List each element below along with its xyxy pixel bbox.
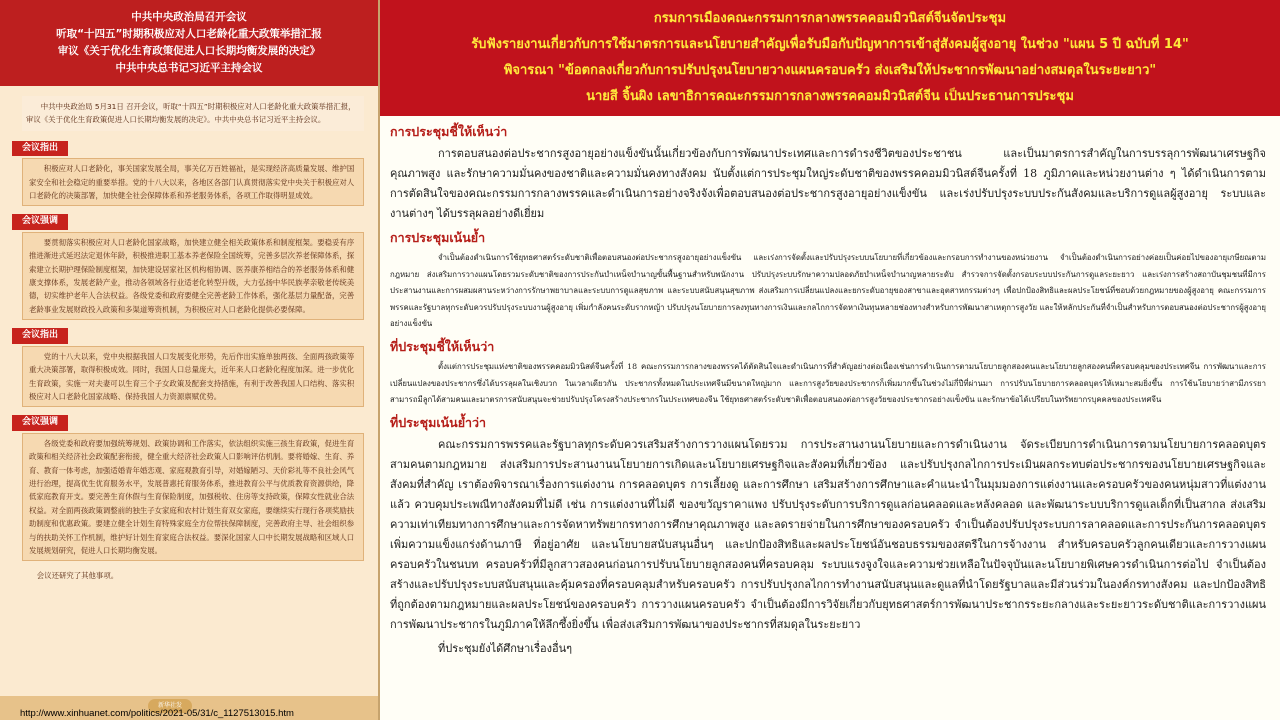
chinese-header-line-1: 中共中央政治局召开会议: [131, 11, 247, 23]
section-box: [22, 158, 364, 206]
section-tag: 会议指出: [12, 328, 68, 343]
section-tag: 会议强调: [12, 415, 68, 430]
thai-section-heading-2: การประชุมเน้นย้ำ: [390, 230, 486, 245]
thai-section-heading-4: ที่ประชุมเน้นย้ำว่า: [390, 414, 487, 430]
thai-closing: ที่ประชุมยังได้ศึกษาเรื่องอื่นๆ: [438, 641, 573, 655]
chinese-section-1: [22, 139, 364, 207]
section-box: [22, 346, 364, 408]
thai-header-line-4: นายสี จิ้นผิง เลขาธิการคณะกรรมการกลางพรรคคอมมิวนิสต์จีน เป็นประธานการประชุม: [586, 89, 1074, 104]
section-text: 要贯彻落实积极应对人口老龄化国家战略，加快建立健全相关政策体系和制度框架。要稳妥有序推进渐进式延迟法定退休年龄，积极推进职工基本养老保险全国统筹，完善多层次养老保障体系，探索建立长期护理保险制度框架，加快建设居家社区机构相协调、医养康养相结合的养老服务体系和健康支撑体系，发展老龄产业，推动各领域各行业适老化转型升级，大力弘扬中华民族孝亲敬老传统美德，切实维护老年人合法权益。各级党委和政府要健全完善老龄工作体系，强化基层力量配备，完善老龄事业发展财政投入政策和多渠道筹资机制，为积极应对人口老龄化提供必要保障。: [29, 237, 355, 314]
thai-section-text-3: ตั้งแต่การประชุมแห่งชาติของพรรคคอมมิวนิสต์จีนครั้งที่ 18 คณะกรรมการกลางของพรรคได้ตัดสินใจและดำเนินการที่สำคัญอย่างต่อเนื่องเช่นการดำเนินการตามนโยบายลูกสองคนและนโยบายลูกสองคนที่ครอบคลุมของประเทศจีน การพัฒนาและการเปลี่ยนแปลงของประชากรซึ่งได้บรรลุผลในเชิงบวก ในเวลาเดียวกัน ประชากรทั้งหมดในประเทศจีนมีขนาดใหญ่มาก และการสูงวัยของประชากรก็เพิ่มมากขึ้นในช่วงไม่กี่ปีที่ผ่านมา การปรับนโยบายการคลอดบุตรให้เหมาะสมยิ่งขึ้น การใช้นโยบายว่าสามีภรรยาสามารถมีลูกได้สามคนและมาตรการสนับสนุนจะช่วยปรับปรุงโครงสร้างประชากรในประเทศของจีน ใช้ยุทธศาสตร์ระดับชาติเพื่อตอบสนองต่อการสูงวัยของประชากรอย่างแข็งขัน และรักษาข้อได้เปรียบในทรัพยากรบุคคลของประเทศจีน: [390, 361, 1266, 405]
chinese-section-4: [22, 413, 364, 561]
thai-panel: [380, 0, 1280, 720]
section-text: 党的十八大以来，党中央根据我国人口发展变化形势，先后作出实施单独两孩、全面两孩政策等重大决策部署，取得积极成效。同时，我国人口总量庞大，近年来人口老龄化程度加深。进一步优化生育政策，实施一对夫妻可以生育三个子女政策及配套支持措施，有利于改善我国人口结构、落实积极应对人口老龄化国家战略、保持我国人力资源禀赋优势。: [29, 351, 355, 401]
thai-section-heading-1: การประชุมชี้ให้เห็นว่า: [390, 124, 508, 139]
chinese-header-line-2: 听取“十四五”时期积极应对人口老龄化重大政策举措汇报: [56, 28, 322, 40]
chinese-panel: [0, 0, 380, 720]
section-text: 各级党委和政府要加强统筹规划、政策协调和工作落实，依法组织实施三孩生育政策，促进生育政策和相关经济社会政策配套衔接，健全重大经济社会政策人口影响评估机制。要将婚嫁、生育、养育、教育一体考虑，加强适婚青年婚恋观、家庭观教育引导，对婚嫁陋习、天价彩礼等不良社会风气进行治理，提高优生优育服务水平，发展普惠托育服务体系，推进教育公平与优质教育资源供给，降低家庭教育开支。要完善生育休假与生育保险制度，加强税收、住房等支持政策，保障女性就业合法权益。对全面两孩政策调整前的独生子女家庭和农村计划生育双女家庭，要继续实行现行各项奖励扶助制度和优惠政策。要建立健全计划生育特殊家庭全方位帮扶保障制度，完善政府主导、社会组织参与的扶助关怀工作机制，维护好计划生育家庭合法权益。要深化国家人口中长期发展战略和区域人口发展规划研究，促进人口长期均衡发展。: [29, 438, 355, 555]
thai-body: [380, 116, 1280, 659]
chinese-body: [0, 86, 378, 583]
section-tag: 会议强调: [12, 214, 68, 229]
source-url-link[interactable]: http://www.xinhuanet.com/politics/2021-05/31/c_1127513015.htm: [20, 708, 294, 719]
section-box: [22, 433, 364, 562]
thai-section-text-1: การตอบสนองต่อประชากรสูงอายุอย่างแข็งขันนั้นเกี่ยวข้องกับการพัฒนาประเทศและการดำรงชีวิตของประชาชน และเป็นมาตรการสำคัญในการบรรลุการพัฒนาเศรษฐกิจคุณภาพสูง และรักษาความมั่นคงของชาติและความมั่นคงทางสังคม นับตั้งแต่การประชุมใหญ่ระดับชาติของพรรคคอมมิวนิสต์จีนครั้งที่ 18 ภูมิภาคและหน่วยงานต่าง ๆ ได้ดำเนินการตามการตัดสินใจของคณะกรรมการกลางพรรคและดำเนินการอย่างจริงจังเพื่อตอบสนองต่อประชากรสูงอายุอย่างแข็งขัน และเร่งปรับปรุงระบบประกันสังคมและบริการดูแลผู้สูงอายุ ระบบและงานต่างๆ ได้บรรลุผลอย่างดีเยี่ยม: [390, 147, 1266, 220]
xinhua-logo-icon: 新华社发: [148, 699, 192, 713]
thai-header-line-1: กรมการเมืองคณะกรรมการกลางพรรคคอมมิวนิสต์จีนจัดประชุม: [653, 11, 1007, 26]
chinese-section-2: [22, 212, 364, 320]
thai-header-line-3: พิจารณา "ข้อตกลงเกี่ยวกับการปรับปรุงนโยบายวางแผนครอบครัว ส่งเสริมให้ประชากรพัฒนาอย่างสมดุลในระยะยาว": [503, 63, 1157, 78]
chinese-section-3: [22, 326, 364, 407]
section-tag: 会议指出: [12, 141, 68, 156]
chinese-intro: 中共中央政治局 5月31日 召开会议，听取“十四五”时期积极应对人口老龄化重大政策举措汇报，审议《关于优化生育政策促进人口长期均衡发展的决定》。中共中央总书记习近平主持会议。: [26, 102, 356, 125]
section-text: 积极应对人口老龄化，事关国家发展全局，事关亿万百姓福祉，是实现经济高质量发展、维护国家安全和社会稳定的重要举措。党的十八大以来，各地区各部门认真贯彻落实党中央关于积极应对人口老龄化的决策部署，加快健全社会保障体系和养老服务体系，各项工作取得明显成效。: [29, 164, 355, 201]
thai-section-heading-3: ที่ประชุมชี้ให้เห็นว่า: [390, 338, 495, 354]
chinese-header: [0, 0, 378, 86]
thai-header: [380, 0, 1280, 116]
section-box: [22, 232, 364, 320]
chinese-intro-box: [22, 96, 364, 131]
thai-section-text-2: จำเป็นต้องดำเนินการใช้ยุทธศาสตร์ระดับชาติเพื่อตอบสนองต่อประชากรสูงอายุอย่างแข็งขัน และเร่งการจัดตั้งและปรับปรุงระบบนโยบายที่เกี่ยวข้องและกรอบการทำงานของหน่วยงาน จำเป็นต้องดำเนินการอย่างค่อยเป็นค่อยไปของอายุเกษียณตามกฎหมาย ส่งเสริมการวางแผนโดยรวมระดับชาติของการประกันบำเหน็จบำนาญขั้นพื้นฐานสำหรับพนักงาน ปรับปรุงระบบรักษาความปลอดภัยบำเหน็จบำนาญหลายระดับ สำรวจการจัดตั้งกรอบระบบประกันการดูแลระยะยาว และเร่งการสร้างสถาบันชุมชนที่มีการประสานงานและการผสมผสานระหว่างการรักษาพยาบาลและระบบการดูแลสุขภาพ และระบบสนับสนุนสุขภาพ ส่งเสริมการเปลี่ยนแปลงและยกระดับอายุของสาขาและอุตสาหกรรมต่างๆ เพื่อปกป้องสิทธิและผลประโยชน์ที่ชอบด้วยกฎหมายของผู้สูงอายุ คณะกรรมการพรรคและรัฐบาลทุกระดับควรปรับปรุงระบบงานผู้สูงอายุ เพิ่มกำลังคนระดับรากหญ้า ปรับปรุงนโยบายการลงทุนทางการเงินและกลไกการจัดหาเงินทุนหลายช่องทางสำหรับการพัฒนาสาเหตุการสูงวัย และให้หลักประกันที่จำเป็นสำหรับการตอบสนองต่อประชากรผู้สูงอายุอย่างแข็งขัน: [390, 253, 1266, 329]
chinese-header-line-4: 中共中央总书记习近平主持会议: [115, 62, 263, 74]
chinese-closing: 会议还研究了其他事项。: [36, 571, 119, 581]
thai-header-line-2: รับฟังรายงานเกี่ยวกับการใช้มาตรการและนโยบายสำคัญเพื่อรับมือกับปัญหาการเข้าสู่สังคมผู้สูงอายุ ในช่วง "แผน 5 ปี ฉบับที่ 14": [471, 37, 1189, 52]
thai-section-text-4: คณะกรรมการพรรคและรัฐบาลทุกระดับควรเสริมสร้างการวางแผนโดยรวม การประสานงานนโยบายและการดำเนินงาน จัดระเบียบการดำเนินการตามนโยบายการคลอดบุตรสามคนตามกฎหมาย ส่งเสริมการประสานงานนโยบายการเกิดและนโยบายเศรษฐกิจและสังคมที่เกี่ยวข้อง และปรับปรุงกลไกการประเมินผลกระทบต่อประชากรของนโยบายเศรษฐกิจและสังคมที่สำคัญ เราต้องพิจารณาเรื่องการแต่งงาน การคลอดบุตร การเลี้ยงดู และการศึกษา เสริมสร้างการศึกษาและคำแนะนำในมุมมองการแต่งงานและครอบครัวของคนหนุ่มสาวที่แต่งงานแล้ว ควบคุมประเพณีทางสังคมที่ไม่ดี เช่น การแต่งงานที่ไม่ดี ของขวัญราคาแพง ปรับปรุงระดับการบริการดูแลก่อนคลอดและหลังคลอด และพัฒนาระบบบริการดูแลเด็กที่เป็นสากล ส่งเสริมความเท่าเทียมทางการศึกษาและการจัดหาทรัพยากรทางการศึกษาคุณภาพสูง และลดรายจ่ายในการศึกษาของครอบครัว จำเป็นต้องปรับปรุงระบบการลาคลอดและการประกันการคลอดบุตร เพิ่มความแข็งแกร่งด้านภาษี ที่อยู่อาศัย และนโยบายสนับสนุนอื่นๆ และปกป้องสิทธิและผลประโยชน์อันชอบธรรมของสตรีในการจ้างงาน สำหรับครอบครัวลูกคนเดียวและการวางแผนครอบครัวในชนบท ครอบครัวที่มีลูกสาวสองคนก่อนการปรับนโยบายลูกสองคนที่ครอบคลุม ระบบแรงจูงใจและความช่วยเหลือในปัจจุบันและนโยบายพิเศษควรดำเนินการต่อไป จำเป็นต้องสร้างและปรับปรุงระบบสนับสนุนและคุ้มครองที่ครอบคลุมสำหรับครอบครัว การปรับปรุงกลไกการทำงานสนับสนุนและดูแลที่นำโดยรัฐบาลและมีส่วนร่วมในองค์กรทางสังคม และปกป้องสิทธิที่ถูกต้องตามกฎหมายและผลประโยชน์ของครอบครัว การวางแผนครอบครัว จำเป็นต้องมีการวิจัยเกี่ยวกับยุทธศาสตร์การพัฒนาประชากรระยะกลางและระยะยาวระดับชาติและการวางแผนการพัฒนาประชากรในภูมิภาคให้ลึกซึ้งยิ่งขึ้น เพื่อส่งเสริมการพัฒนาของประชากรที่สมดุลในระยะยาว: [390, 437, 1266, 631]
chinese-header-line-3: 审议《关于优化生育政策促进人口长期均衡发展的决定》: [57, 45, 321, 57]
